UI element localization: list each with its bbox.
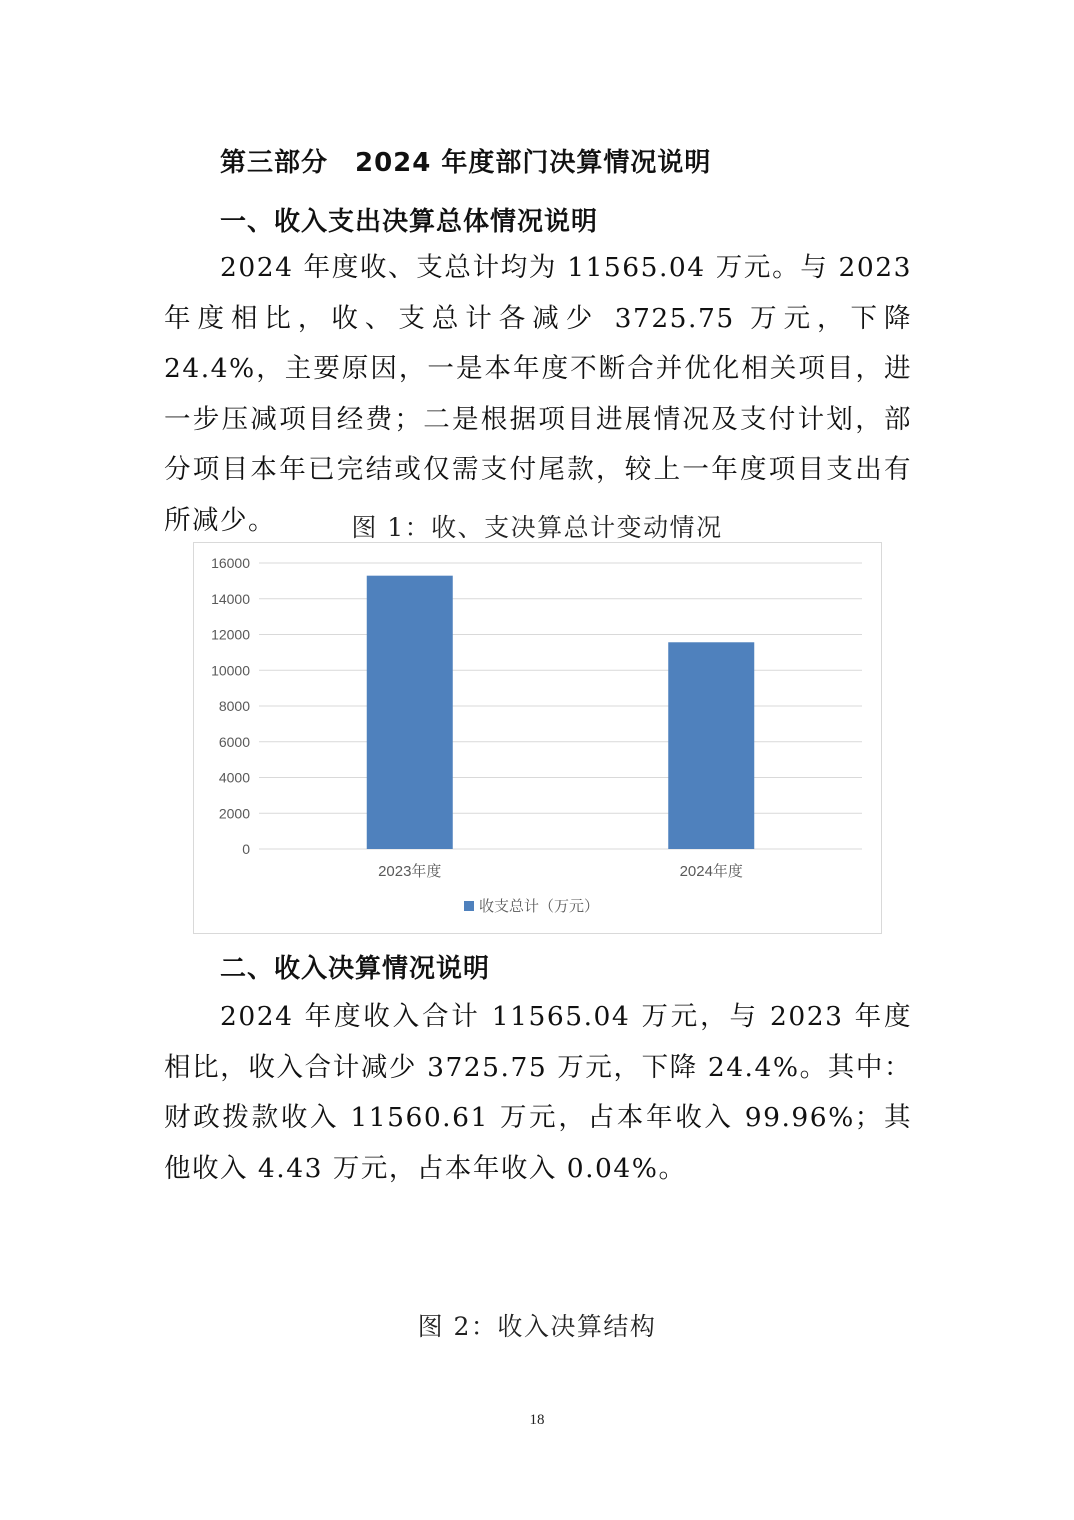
chart-bars: [367, 576, 755, 849]
y-tick-label: 4000: [218, 769, 250, 786]
bar-chart: [194, 543, 881, 933]
page-number: 18: [529, 1412, 545, 1428]
part1-heading: 一、收入支出决算总体情况说明: [220, 207, 599, 237]
chart-legend: [464, 898, 599, 915]
figure2-caption: 图 2：收入决算结构: [417, 1312, 657, 1341]
legend-swatch: [464, 901, 474, 911]
y-tick-label: 14000: [211, 590, 250, 607]
x-tick-label: 2024年度: [679, 863, 743, 880]
part2-paragraph: 2024 年度收入合计 11565.04 万元，与 2023 年度相比，收入合计减少 3725.75 万元，下降 24.4%。其中：财政拨款收入 11560.61 万元，占本年收入 99.96%；其他收入 4.43 万元，占本年收入 0.04%。: [164, 1001, 912, 1184]
part1-paragraph: 2024 年度收、支总计均为 11565.04 万元。与 2023 年度相比，收、支总计各减少 3725.75 万元，下降 24.4%，主要原因，一是本年度不断合并优化相关项目，进一步压减项目经费；二是根据项目进展情况及支付计划，部分项目本年已完结或仅需支付尾款，较上一年度项目支出有所减少。: [164, 252, 912, 536]
figure1-chart: [193, 542, 882, 934]
chart-gridlines: [259, 563, 862, 849]
y-tick-label: 6000: [218, 733, 250, 750]
y-tick-label: 8000: [218, 698, 250, 714]
chart-x-axis: [378, 862, 743, 880]
section-title: 第三部分 2024 年度部门决算情况说明: [220, 148, 712, 178]
figure1-caption: 图 1：收、支决算总计变动情况: [351, 513, 723, 542]
x-tick-label: 2023年度: [378, 863, 442, 880]
y-tick-label: 10000: [211, 662, 250, 679]
chart-y-axis: [211, 555, 250, 857]
bar: [668, 642, 754, 849]
y-tick-label: 2000: [218, 805, 250, 822]
part2-heading: 二、收入决算情况说明: [220, 954, 491, 984]
bar: [367, 576, 453, 849]
legend-label: 收支总计（万元）: [479, 898, 600, 915]
y-tick-label: 16000: [211, 555, 250, 571]
y-tick-label: 12000: [211, 626, 250, 643]
y-tick-label: 0: [242, 841, 250, 857]
